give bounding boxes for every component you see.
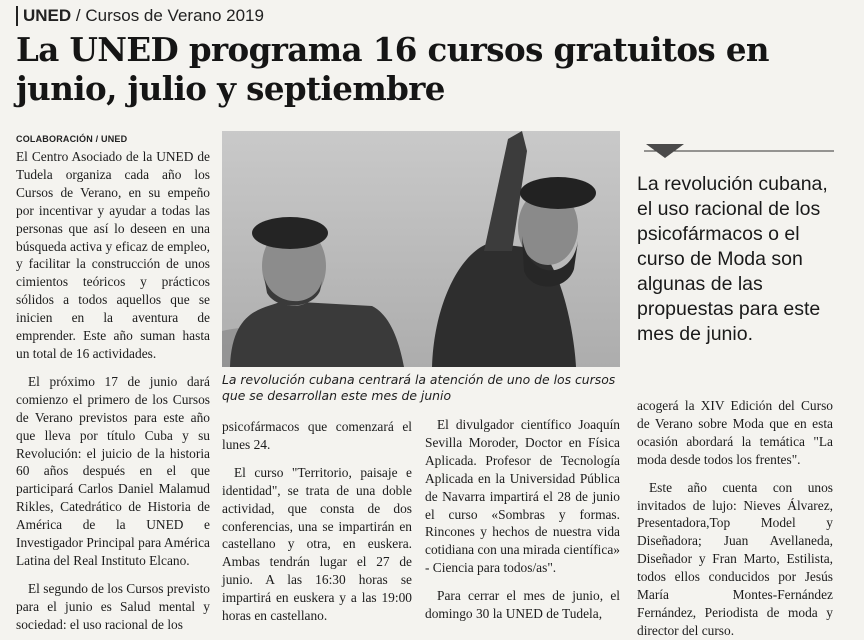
paragraph: El curso "Territorio, paisaje e identidad", se trata de una doble actividad, que consta de dos conferencias, una se impartirán en castellano y otra, en euskera. Ambas tendrán lugar el 27 de junio. A las 16:30 horas se impartirá en euskera y a las 19:00 horas en castellano. — [222, 464, 412, 624]
section-name: UNED — [23, 6, 72, 25]
body-column-3 — [425, 416, 620, 623]
paragraph: El segundo de los Cursos previsto para el junio es Salud mental y sociedad: el uso racional de los — [16, 580, 210, 632]
paragraph: psicofármacos que comenzará el lunes 24. — [222, 419, 412, 452]
section-kicker — [16, 6, 264, 26]
paragraph: Para cerrar el mes de junio, el domingo 30 la UNED de Tudela, — [425, 588, 620, 622]
paragraph: acogerá la XIV Edición del Curso de Verano sobre Moda que en esta ocasión abordará la temática "La moda desde todos los frentes". — [637, 398, 833, 467]
article-photo — [222, 131, 620, 367]
article-headline: La UNED programa 16 cursos gratuitos en junio, julio y septiembre — [16, 30, 769, 108]
body-column-4 — [637, 397, 833, 640]
body-column-1 — [16, 148, 210, 634]
subsection-name: Cursos de Verano 2019 — [85, 6, 264, 25]
pull-quote: La revolución cubana, el uso racional de los psicofármacos o el curso de Moda son algunas de las propuestas para este mes de junio. — [637, 173, 828, 345]
paragraph: El Centro Asociado de la UNED de Tudela organiza cada año los Cursos de Verano, en su empeño por incentivar y ayudar a todas las personas que así lo deseen en una búsqueda activa y eficaz de empleo, y facilitar la construcción de unos cimientos teóricos y prácticos sólidos a todos aquellos que se inicien en la aventura de emprender. Este año suman hasta un total de 16 actividades. — [16, 149, 210, 361]
paragraph: El próximo 17 de junio dará comienzo el primero de los Cursos de Verano previstos para este año que lleva por título Cuba y su Revolución: el juicio de la historia 60 años después en el que participará Carlos Daniel Malamud Rikles, Catedrático de Historia de América de la UNED e Investigador Principal para América Latina del Real Instituto Elcano. — [16, 373, 210, 568]
body-column-2 — [222, 418, 412, 625]
byline: COLABORACIÓN / UNED — [16, 134, 128, 144]
photo-illustration — [222, 131, 620, 367]
paragraph: El divulgador científico Joaquín Sevilla Moroder, Doctor en Física Aplicada. Profesor de Tecnología Aplicada en la Universidad Pública de Navarra impartirá el 28 de junio el curso «Sombras y formas. Rincones y hechos de nuestra vida cotidiana con una mirada científica» - Ciencia para todos/as". — [425, 417, 620, 576]
kicker-separator: / — [71, 6, 86, 25]
photo-caption: La revolución cubana centrará la atención de uno de los cursos que se desarrollan este mes de junio — [222, 372, 616, 403]
pullquote-marker — [644, 143, 834, 159]
paragraph: Este año cuenta con unos invitados de lujo: Nieves Álvarez, Presentadora,Top Model y Diseñadora; Juan Avellaneda, Diseñador y Fran Marto, Estilista, todos ellos conducidos por Jesús María Montes-Fernández Fernández, Periodista de moda y director del curso. — [637, 479, 833, 638]
